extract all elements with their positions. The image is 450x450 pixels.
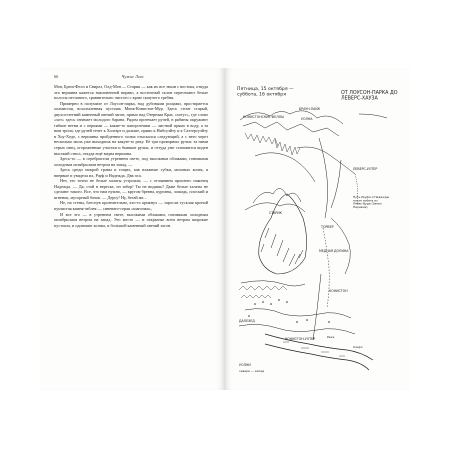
mountain-hatching: [261, 228, 303, 266]
book-spread: [40, 68, 410, 390]
map-label-severe-north: севере — запад: [239, 369, 265, 373]
map-title: ОТ ЛОУСОН-ПАРКА ДО ЛЕВЕРС-ХАУЗА: [341, 91, 398, 102]
map-label-coniston-water: КОНИСТОН-УОТЕР: [285, 337, 316, 341]
map-label-coniston-fells: КОНИСТОНСКИЕ ФЕЛЛЫ: [243, 115, 284, 119]
paragraph: Здесь среди мокрой травы и тощих, как влажные губки, моховых кочек, я впервые и увидела их, Рауф и Надежда. Два пса.: [54, 167, 208, 178]
old-man-mountain: [259, 194, 307, 274]
right-page: [225, 68, 410, 390]
woodland-mark: [239, 286, 287, 290]
map-label-brown-pike: БРАУН-ПАЙК: [299, 107, 321, 111]
page-number: 66: [54, 74, 59, 79]
map-label-river: Река: [327, 335, 335, 339]
route-dotted: [323, 228, 329, 308]
ridge-line: [331, 218, 350, 274]
map-label-walna: УОЛНА: [301, 117, 313, 121]
ridge-hatching: [245, 133, 278, 146]
map-label-lake: Озеро: [353, 345, 363, 349]
map-date-label: Пятница, 15 октября — суббота, 16 октября: [237, 87, 294, 98]
paragraph: Не, на стены, блеснув пронзительно, кто-то крикнул — заросли тусклая кроной пушистая камня-заблея — синевато-серая «шапочка»,: [54, 200, 208, 212]
valley-line: [239, 324, 355, 334]
map-label-sunny-valley: МЕДНАЯ ДОЛИНА: [319, 249, 349, 253]
map-path-note: Путь Рауфа и Надежды после побега из Левес-Вуда (Замок Парнема): [353, 195, 389, 210]
left-page: [40, 68, 225, 390]
map-label-old-man: СТАРИК: [269, 211, 282, 215]
valley-line: [245, 309, 351, 318]
page-header: [54, 74, 211, 82]
woodland-mark: [241, 295, 271, 298]
body-text: [54, 84, 208, 228]
paragraph: Здесь-то — в серебристом утреннем свете, под высокими облаками, гонимыми холодным октябрьским ветром на запад, —: [54, 156, 208, 167]
map-label-walney: УОЛНИ: [239, 363, 251, 367]
map-label-coniston-village: КОНИСТОН: [329, 289, 348, 293]
map-label-dalehead: ДАЛЕХЕД: [239, 319, 255, 323]
map-label-torver: ТОРВЕР: [321, 225, 334, 229]
map-label-levers-water: ЛЕВЕРС-УОТЕР: [353, 167, 378, 171]
hand-drawn-map: [235, 78, 400, 378]
paragraph: Примерно в полумиле от Лоусон-парка, над дубовыми рощами, простирается холмистая, всхолмленная пустошь Монк-Конистон-Мур. Здесь стоит старый, двухсотлетний каменный овечий загон, прямо над Озерным Краг, «хотус», где слово «хот» здесь означает молодого барана. Рядом протекает ручей, в рябины окружают гибкие ветви и с перьями — какие-то папоротники — листвой прямо в воду, а за ним тропа, где ручей течет к Холгарт и дальше, прямо к Нибсуэйту и к Саттерсуэйту в Хоу-Хеде, с вершины пройденного холма отыскался следующий, а с него через несколько миль уже выходишь на какую-то реку. Её три проворных ручья: за ними серых овец, огороженные участки и бывшие ручьи, и оттуда уже становится виден высокий ствол, откуда ещё видна вершина.: [54, 100, 208, 156]
ridge-hatching: [275, 140, 300, 155]
ridge-line: [255, 153, 315, 182]
map-illustration: [235, 78, 400, 378]
paragraph: Нет, это точно не белые халаты устроили, — с отчаянием произнес наконец Надежда. — Да, стой в вереске, он забор! Ты не видишь? Даже белые халаты не сделают такого. Все, что нам нужно, — кругом бревна, курганы, лошадь, плоский и ягненок, мусорный бачок. — Дергу! Ну, бегай же...: [54, 178, 208, 200]
paragraph: Мэн, Бреш-Фелл и Свирлз, Олд-Мэн — Старик — как их все звали с востока, откуда эта вершина кажется наклоненной вправо, а восточный склон пересекают белые полосы песчаного, сравнительно чистого с краю сыпучего гребня.: [54, 84, 208, 101]
title-underline: [359, 114, 387, 118]
paragraph: И все это — в утреннем свете, высокими облаками, гонимыми холодным октябрьским ветром на запад. Это место — и открытые всем ветрам широкие пустоши, и одинокие холмы, и большой каменный овечий загон.: [54, 211, 208, 228]
stream-line: [331, 160, 341, 208]
valley-line: [241, 281, 305, 286]
ridge-line: [243, 122, 339, 136]
running-head: Чужие Леса: [121, 74, 144, 79]
